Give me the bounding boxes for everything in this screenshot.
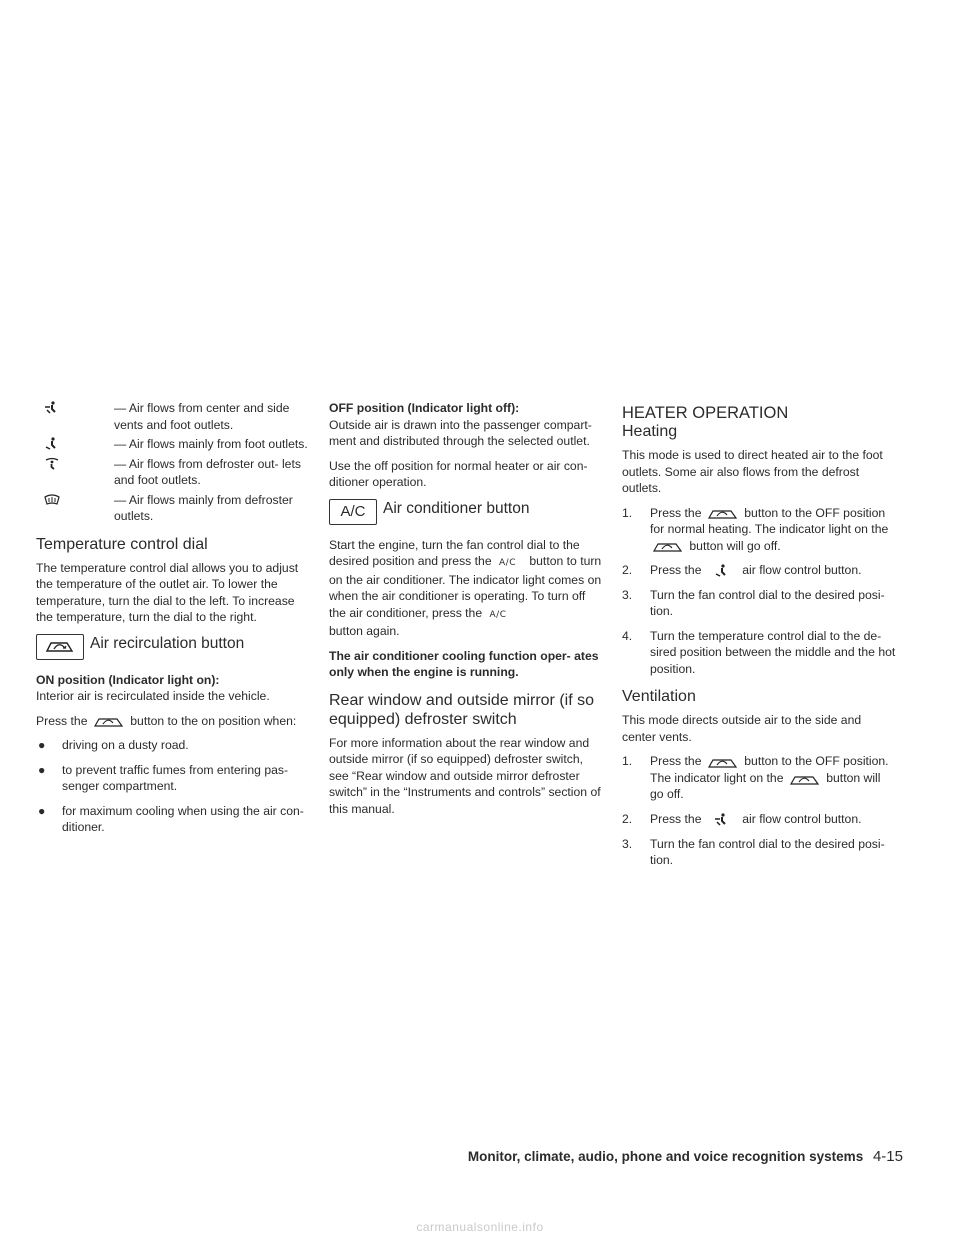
- mode-foot: [36, 436, 310, 453]
- center-and-foot-airflow-icon: [705, 812, 739, 828]
- mode-defrost-foot: [36, 456, 310, 489]
- mode-text: — Air flows from center and side vents and foot outlets.: [114, 401, 290, 432]
- ventilation-step: [622, 836, 896, 869]
- off-position-body: Outside air is drawn into the passenger compart- ment and distributed through the selected outlet.: [329, 417, 592, 448]
- rear-defroster-body: For more information about the rear window and outside mirror (if so equipped) defroster switch, see “Rear window and outside mirror defroster switch” in the “Instruments and controls” section of this manual.: [329, 735, 601, 816]
- bullet-text: to prevent traffic fumes from entering pas- senger compartment.: [62, 762, 289, 793]
- ac-box-label: A/C: [340, 502, 366, 520]
- step-text: Press the: [650, 505, 702, 520]
- column-left: [36, 400, 310, 844]
- step-number: 4.: [622, 628, 633, 643]
- ventilation-body: This mode directs outside air to the side and center vents.: [622, 713, 862, 744]
- bullet-item: [36, 803, 310, 836]
- bullet-text: driving on a dusty road.: [62, 738, 189, 752]
- ac-glyph: A/C: [499, 558, 516, 568]
- page-number: 4-15: [872, 1148, 903, 1165]
- step-text: button to the OFF position for normal heating. The indicator light on the: [650, 505, 889, 536]
- heating-body: This mode is used to direct heated air to the foot outlets. Some air also flows from the defrost outlets.: [622, 448, 883, 495]
- ac-button-box: [329, 499, 377, 525]
- bullet-item: [36, 737, 310, 754]
- heating-step: [622, 505, 896, 555]
- step-number: 1.: [622, 754, 633, 769]
- heater-operation-title: HEATER OPERATION: [622, 404, 789, 422]
- step-text: button will go off.: [689, 538, 781, 553]
- rear-defroster-heading: Rear window and outside mirror (if so equipped) defroster switch: [329, 691, 594, 728]
- step-text: Press the: [650, 563, 702, 577]
- bullet-item: [36, 762, 310, 795]
- temperature-heading: Temperature control dial: [36, 535, 208, 553]
- heating-heading: Heating: [622, 423, 678, 440]
- foot-airflow-icon: [705, 563, 739, 579]
- bullet-dot: ●: [38, 803, 46, 818]
- step-text: Turn the fan control dial to the desired posi- tion.: [650, 836, 885, 868]
- defrost-and-foot-airflow-icon: [44, 457, 60, 471]
- press-text: Press the: [36, 713, 88, 728]
- bullet-text: for maximum cooling when using the air con- ditioner.: [62, 803, 304, 834]
- ac-body: [329, 537, 603, 640]
- heating-step: [622, 587, 896, 620]
- column-middle: [329, 400, 603, 825]
- center-and-foot-airflow-icon: [44, 401, 60, 415]
- ac-body-part: Start the engine, turn the fan control dial to the desired position and press the: [329, 537, 580, 568]
- footer-title: Monitor, climate, audio, phone and voice recognition systems: [467, 1149, 864, 1164]
- ventilation-heading: Ventilation: [622, 688, 696, 706]
- step-text: button to the OFF position. The indicator light on the: [650, 754, 889, 785]
- step-number: 3.: [622, 836, 633, 851]
- ventilation-step: [622, 811, 896, 828]
- step-number: 2.: [622, 811, 633, 826]
- mode-text: — Air flows mainly from defroster outlets.: [114, 492, 293, 523]
- ventilation-step: [622, 753, 896, 803]
- air-recirculation-icon: [37, 635, 83, 659]
- on-position-body: Interior air is recirculated inside the vehicle.: [36, 689, 270, 703]
- recirc-heading: Air recirculation button: [90, 634, 245, 652]
- press-recirc-line: [36, 713, 310, 730]
- step-text: button will go off.: [650, 770, 881, 802]
- ac-warning: The air conditioner cooling function oper- ates only when the engine is running.: [329, 648, 599, 679]
- recirc-heading-block: [36, 634, 310, 662]
- air-recirculation-icon: [705, 506, 741, 520]
- ac-heading: Air conditioner button: [383, 499, 530, 517]
- column-right: [622, 400, 896, 877]
- air-recirculation-icon: [91, 714, 127, 728]
- step-text: air flow control button.: [742, 811, 862, 826]
- bullet-dot: ●: [38, 738, 46, 752]
- step-text: Press the: [650, 754, 702, 769]
- recirc-button-box: [36, 634, 84, 660]
- mode-center-foot: [36, 400, 310, 433]
- ac-glyph: A/C: [489, 609, 507, 620]
- bullet-dot: ●: [38, 762, 46, 777]
- step-number: 1.: [622, 505, 633, 520]
- off-position-heading: OFF position (Indicator light off):: [329, 401, 520, 415]
- heating-step: [622, 628, 896, 678]
- step-text: Turn the temperature control dial to the de- sired position between the middle and the hot position.: [650, 628, 896, 676]
- off-position-note: Use the off position for normal heater or air con- ditioner operation.: [329, 458, 588, 489]
- mode-text: — Air flows mainly from foot outlets.: [114, 437, 308, 451]
- step-text: Press the: [650, 811, 702, 826]
- ac-heading-block: [329, 499, 603, 527]
- step-text: Turn the fan control dial to the desired posi- tion.: [650, 587, 885, 619]
- mode-defroster: [36, 492, 310, 525]
- step-number: 3.: [622, 587, 633, 602]
- step-text: air flow control button.: [742, 563, 862, 577]
- press-text-after: button to the on position when:: [130, 713, 297, 728]
- page-footer: [468, 1148, 903, 1165]
- air-recirculation-icon: [650, 539, 686, 553]
- ac-body-part: button to turn on the air conditioner. The indicator light comes on when the air conditioner is operating. To turn off the air conditioner, press the: [329, 554, 602, 620]
- defroster-icon: [44, 493, 60, 507]
- air-recirculation-icon: [787, 772, 823, 786]
- mode-text: — Air flows from defroster out- lets and foot outlets.: [114, 456, 301, 487]
- heating-step: [622, 562, 896, 579]
- temperature-body: The temperature control dial allows you to adjust the temperature of the outlet air. To lower the temperature, turn the dial to the left. To increase the temperature, turn the dial to the right.: [36, 560, 299, 624]
- foot-airflow-icon: [44, 437, 60, 451]
- step-number: 2.: [622, 563, 633, 577]
- watermark: carmanualsonline.info: [416, 1220, 544, 1234]
- ac-body-part: button again.: [329, 624, 400, 638]
- air-recirculation-icon: [705, 755, 741, 769]
- on-position-heading: ON position (Indicator light on):: [36, 672, 220, 687]
